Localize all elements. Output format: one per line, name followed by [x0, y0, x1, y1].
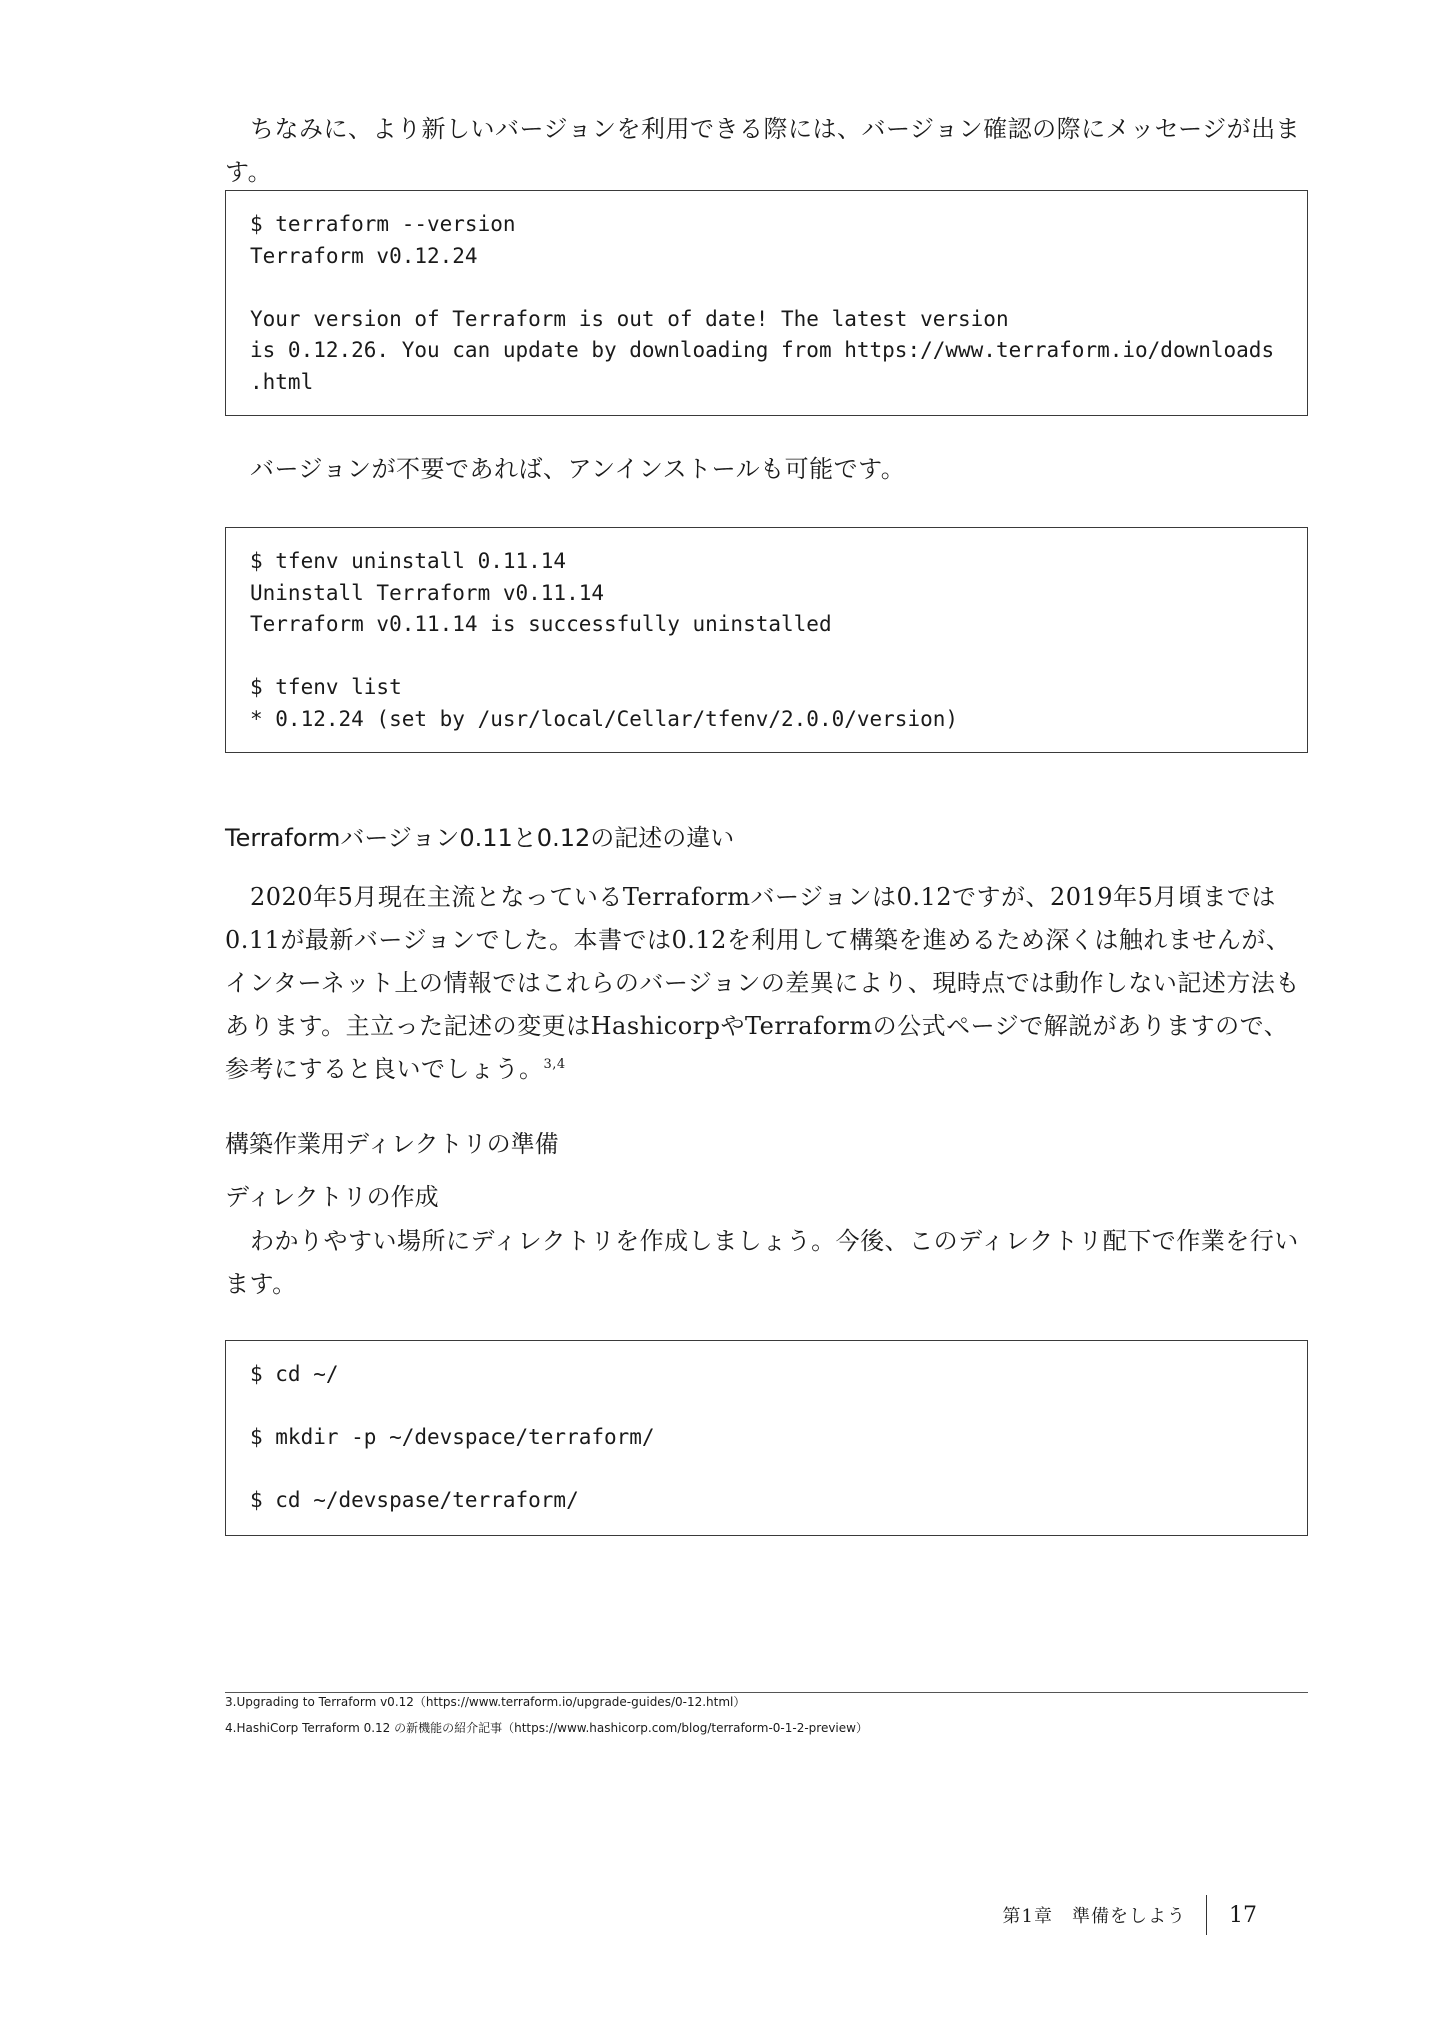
- code-line: Your version of Terraform is out of date! The latest version: [250, 306, 1009, 331]
- code-line: $ mkdir -p ~/devspace/terraform/: [250, 1425, 655, 1449]
- footnote-rule: [225, 1692, 1308, 1693]
- code-line: $ terraform --version: [250, 212, 516, 236]
- code-line: $ cd ~/: [250, 1362, 339, 1386]
- code-line: $ tfenv list: [250, 675, 402, 699]
- subheading-create-directory: ディレクトリの作成: [225, 1183, 439, 1211]
- version-diff-paragraph: [225, 876, 1310, 1091]
- code-line: [250, 1391, 1307, 1423]
- code-line: Terraform v0.12.24: [250, 243, 478, 268]
- code-line: .html: [250, 369, 314, 394]
- code-line: Terraform v0.11.14 is successfully uninstalled: [250, 612, 832, 636]
- code-line: [250, 1454, 1307, 1486]
- section-heading-directory: 構築作業用ディレクトリの準備: [225, 1130, 559, 1158]
- intro-paragraph: ちなみに、より新しいバージョンを利用できる際には、バージョン確認の際にメッセージが出ます。: [225, 115, 1301, 186]
- code-block-uninstall: [225, 527, 1308, 753]
- footer-divider: [1206, 1895, 1207, 1935]
- footer-chapter-title: 第1章 準備をしよう: [1002, 1906, 1186, 1927]
- code-line: $ tfenv uninstall 0.11.14: [250, 549, 567, 573]
- running-footer: [1003, 1895, 1257, 1935]
- footnote-4: 4.HashiCorp Terraform 0.12 の新機能の紹介記事（https://www.hashicorp.com/blog/terraform-0-1-2-preview）: [225, 1721, 868, 1735]
- uninstall-paragraph: バージョンが不要であれば、アンインストールも可能です。: [250, 455, 906, 483]
- code-line: [250, 272, 1307, 304]
- version-diff-text: 2020年5月現在主流となっているTerraformバージョンは0.12ですが、2019年5月頃までは0.11が最新バージョンでした。本書では0.12を利用して構築を進めるため深くは触れませんが、インターネット上の情報ではこれらのバージョンの差異により、現時点では動作しない記述方法もあります。主立った記述の変更はHashicorpやTerraformの公式ページで解説がありますので、参考にすると良いでしょう。: [225, 883, 1300, 1083]
- code-line: is 0.12.26. You can update by downloading from https://www.terraform.io/downloads: [250, 338, 1275, 362]
- footnote-refs: 3,4: [543, 1057, 566, 1072]
- code-line: Uninstall Terraform v0.11.14: [250, 580, 605, 605]
- code-block-mkdir: [225, 1340, 1308, 1536]
- code-block-version: [225, 190, 1308, 416]
- page-number: 17: [1229, 1902, 1257, 1928]
- code-line: [250, 641, 1307, 673]
- create-directory-paragraph: わかりやすい場所にディレクトリを作成しましょう。今後、このディレクトリ配下で作業を行います。: [225, 1227, 1299, 1298]
- section-heading-version-diff: Terraformバージョン0.11と0.12の記述の違い: [225, 824, 735, 852]
- footnote-3: 3.Upgrading to Terraform v0.12（https://www.terraform.io/upgrade-guides/0-12.html）: [225, 1695, 746, 1709]
- code-line: $ cd ~/devspase/terraform/: [250, 1488, 579, 1512]
- code-line: * 0.12.24 (set by /usr/local/Cellar/tfenv/2.0.0/version): [250, 706, 959, 731]
